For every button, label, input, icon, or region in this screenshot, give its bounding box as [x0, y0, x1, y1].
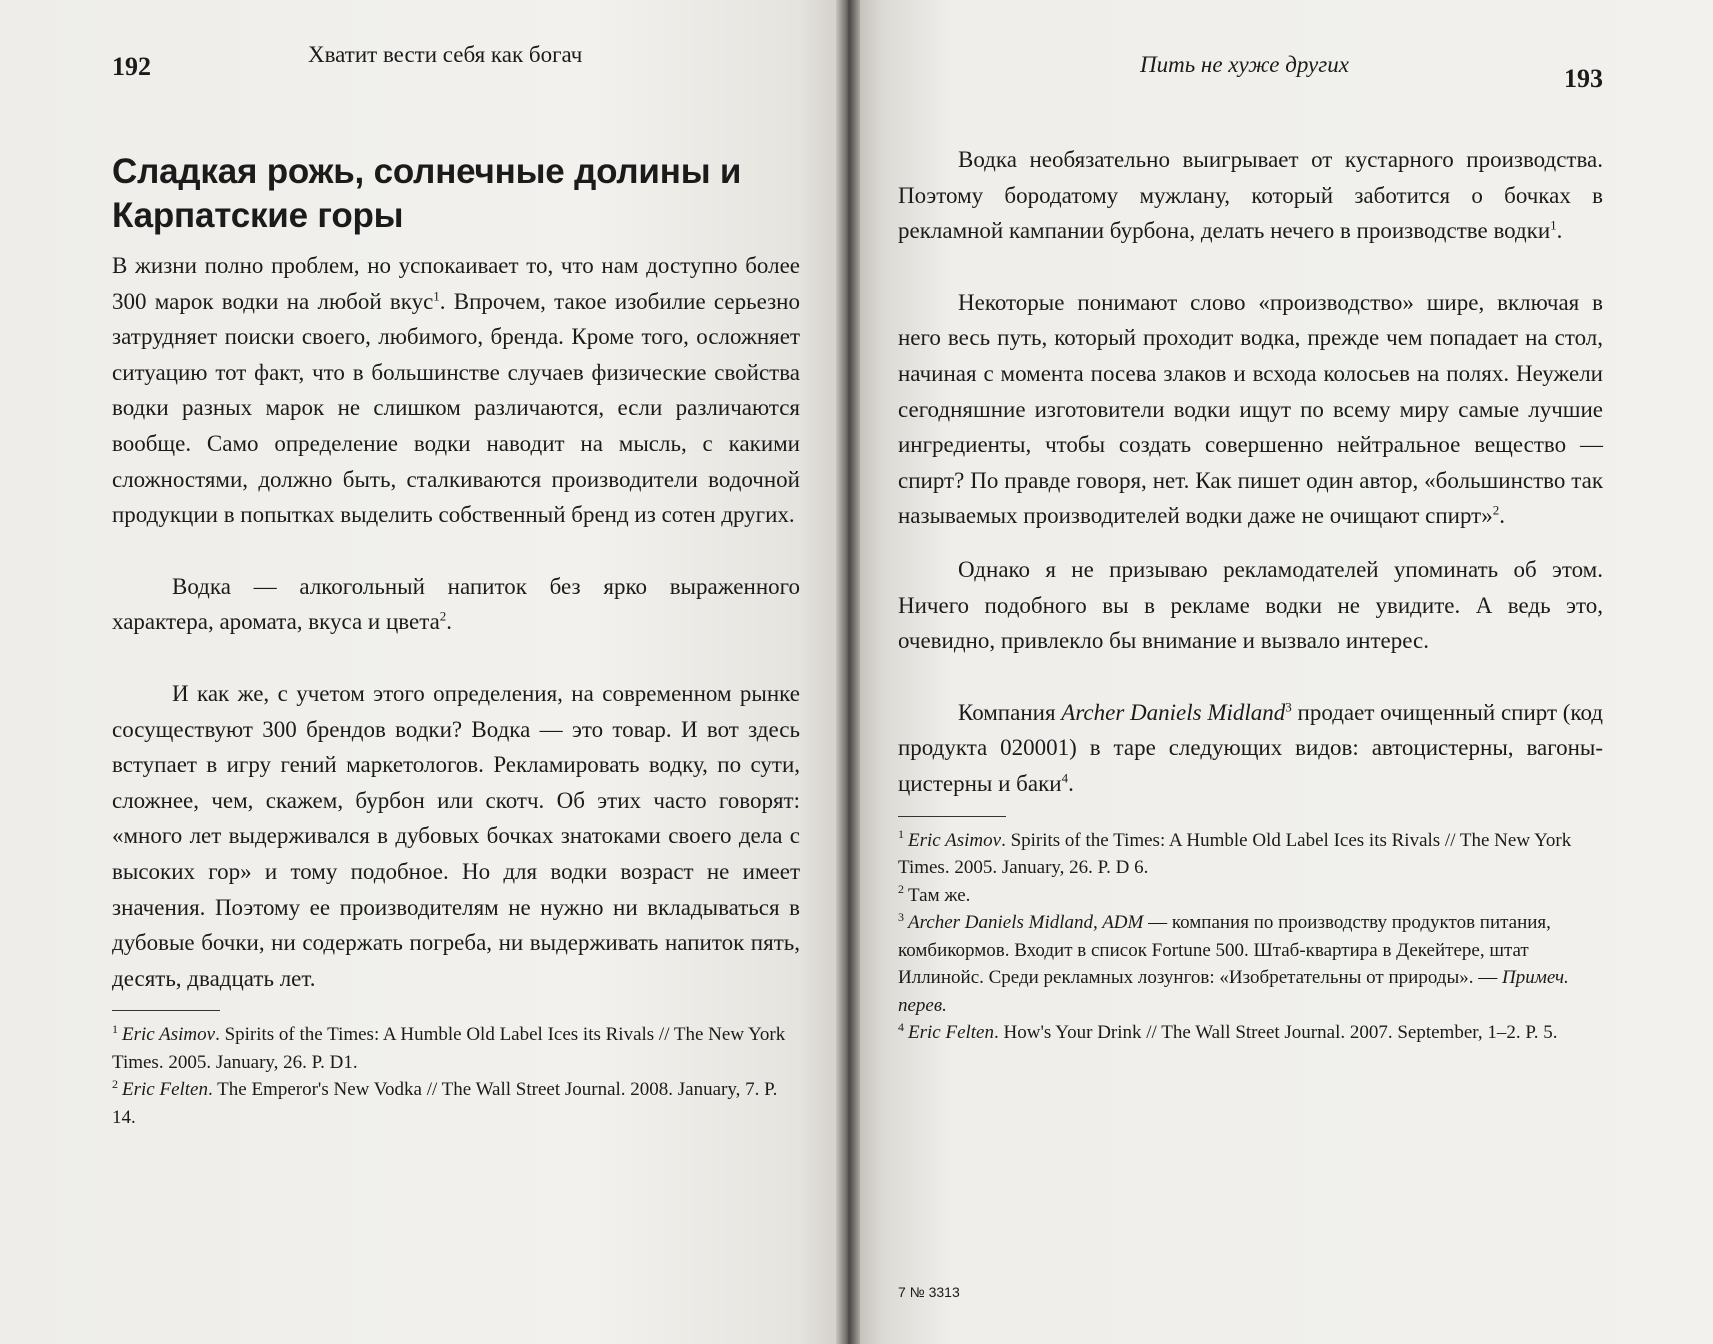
- footnote-author: Archer Daniels Midland, ADM: [908, 912, 1144, 933]
- right-paragraph-4-text-end: .: [1068, 770, 1074, 796]
- right-paragraph-3: Однако я не призываю рекламодателей упоминать об этом. Ничего подобного вы в рекламе водки не увидите. А ведь это, очевидно, привлекло бы внимание и вызвало интерес.: [898, 556, 1603, 654]
- left-paragraph-3: И как же, с учетом этого определения, на современном рынке сосуществуют 300 брендов водки? Водка — это товар. И вот здесь вступает в игру гений маркетологов. Рекламировать водку, по сути, сложнее, чем, скажем, бурбон или скотч. Об этих часто говорят: «много лет выдерживался в дубовых бочках знатоками своего дела с высоких гор» и тому подобное. Но для водки возраст не имеет значения. Поэтому ее производителям не нужно ни вкладываться в дубовые бочки, ни содержать погреба, ни выдерживать напиток пять, десять, двадцать лет.: [112, 680, 800, 991]
- footnote-number: 3: [898, 909, 904, 924]
- book-gutter: [836, 0, 860, 1344]
- footnote-author: Eric Felten: [122, 1079, 208, 1101]
- right-running-head: Пить не хуже других: [1140, 52, 1349, 77]
- footnote-ref: 3: [1285, 699, 1292, 715]
- footnote-author: Eric Asimov: [122, 1024, 216, 1046]
- footnote-text: . How's Your Drink // The Wall Street Journal. 2007. September, 1–2. P. 5.: [994, 1022, 1558, 1043]
- footnote-author: Eric Asimov: [908, 829, 1002, 851]
- left-page-number: 192: [112, 52, 151, 81]
- footnote-number: 2: [112, 1076, 118, 1091]
- left-running-head: Хватит вести себя как богач: [308, 42, 583, 67]
- right-footnote-3: [898, 909, 1603, 1019]
- footnote-ref: 1: [1550, 217, 1557, 233]
- footnote-author: Eric Felten: [908, 1022, 994, 1043]
- right-paragraph-4-text-cont: продает очищенный спирт (код продукта 020001) в таре следующих видов: автоцистерны, вагоны-цистерны и баки: [898, 699, 1603, 796]
- footnote-divider: [898, 816, 1006, 817]
- left-page-header: [112, 42, 800, 102]
- right-paragraph-1-text-cont: .: [1556, 218, 1563, 244]
- footnote-text: . Spirits of the Times: A Humble Old Label Ices its Rivals // The New York Times. 2005. January, 26. P. D 6.: [898, 829, 1572, 878]
- footnote-text: . The Emperor's New Vodka // The Wall Street Journal. 2008. January, 7. P. 14.: [112, 1079, 778, 1128]
- right-paragraph-4-text: Компания: [958, 699, 1062, 725]
- footnote-ref: 2: [1492, 502, 1500, 518]
- right-page-number: 193: [1564, 64, 1603, 93]
- right-page: [848, 0, 1713, 1344]
- footnote-number: 2: [898, 882, 904, 897]
- footnote-text: Там же.: [908, 884, 971, 906]
- footnote-text: — компания по производству продуктов питания, комбикормов. Входит в список Fortune 500. Штаб-квартира в Декейтере, штат Иллинойс. Среди рекламных лозунгов: «Изобретательны от природы». —: [898, 912, 1551, 988]
- footnote-ref: 2: [439, 608, 447, 624]
- left-page: [0, 0, 848, 1344]
- company-name: Archer Daniels Midland: [1061, 699, 1286, 725]
- right-footnote-2: [898, 882, 1603, 910]
- footnote-text: . Spirits of the Times: A Humble Old Label Ices its Rivals // The New York Times. 2005. January, 26. P. D1.: [112, 1024, 786, 1073]
- left-paragraph-1: [112, 248, 800, 533]
- right-footnote-1: [898, 827, 1603, 882]
- right-page-header: [898, 42, 1603, 102]
- footnote-ref: 4: [1061, 770, 1069, 786]
- right-footnote-4: [898, 1019, 1603, 1047]
- left-footnote-2: [112, 1076, 800, 1131]
- left-footnote-1: [112, 1021, 800, 1076]
- footnote-divider: [112, 1010, 220, 1011]
- footnote-number: 4: [898, 1019, 904, 1034]
- right-paragraph-1-text: Водка необязательно выигрывает от кустарного производства. Поэтому бородатому мужлану, который заботится о бочках в рекламной кампании бурбона, делать нечего в производстве водки: [898, 147, 1603, 244]
- left-paragraph-1-text: В жизни полно проблем, но успокаивает то, что нам доступно более 300 марок водки на любой вкус: [112, 253, 800, 314]
- translator-note: Примеч. перев.: [898, 967, 1569, 1016]
- footnote-ref: 1: [433, 287, 440, 303]
- right-paragraph-2-text: Некоторые понимают слово «производство» шире, включая в него весь путь, который проходит водка, прежде чем попадает на стол, начиная с момента посева злаков и всхода колосьев на полях. Неужели сегодняшние изготовители водки ищут по всему миру самые лучшие ингредиенты, чтобы создать совершенно нейтральное вещество — спирт? По правде говоря, нет. Как пишет один автор, «большинство так называемых производителей водки даже не очищают спирт»: [898, 289, 1603, 529]
- left-paragraph-2: [112, 569, 800, 640]
- section-heading: Сладкая рожь, солнечные долины и Карпатские горы: [112, 152, 742, 235]
- right-paragraph-2-text-cont: .: [1499, 503, 1505, 529]
- footnote-number: 1: [898, 827, 904, 842]
- printer-signature: 7 № 3313: [898, 1284, 960, 1300]
- right-paragraph-2: [898, 285, 1603, 534]
- footnote-number: 1: [112, 1021, 118, 1036]
- right-paragraph-1: [898, 142, 1603, 249]
- left-paragraph-1-text-cont: . Впрочем, такое изобилие серьезно затрудняет поиски своего, любимого, бренда. Кроме того, осложняет ситуацию тот факт, что в большинстве случаев физические свойства водки разных марок не слишком различаются, если различаются вообще. Само определение водки наводит на мысль, с какими сложностями, должно быть, сталкиваются производители водочной продукции в попытках выделить собственный бренд из сотен других.: [112, 288, 800, 528]
- left-paragraph-2-text: Водка — алкогольный напиток без ярко выраженного характера, аромата, вкуса и цвета: [112, 573, 800, 635]
- right-paragraph-4: [898, 695, 1603, 802]
- left-paragraph-2-text-cont: .: [446, 609, 453, 635]
